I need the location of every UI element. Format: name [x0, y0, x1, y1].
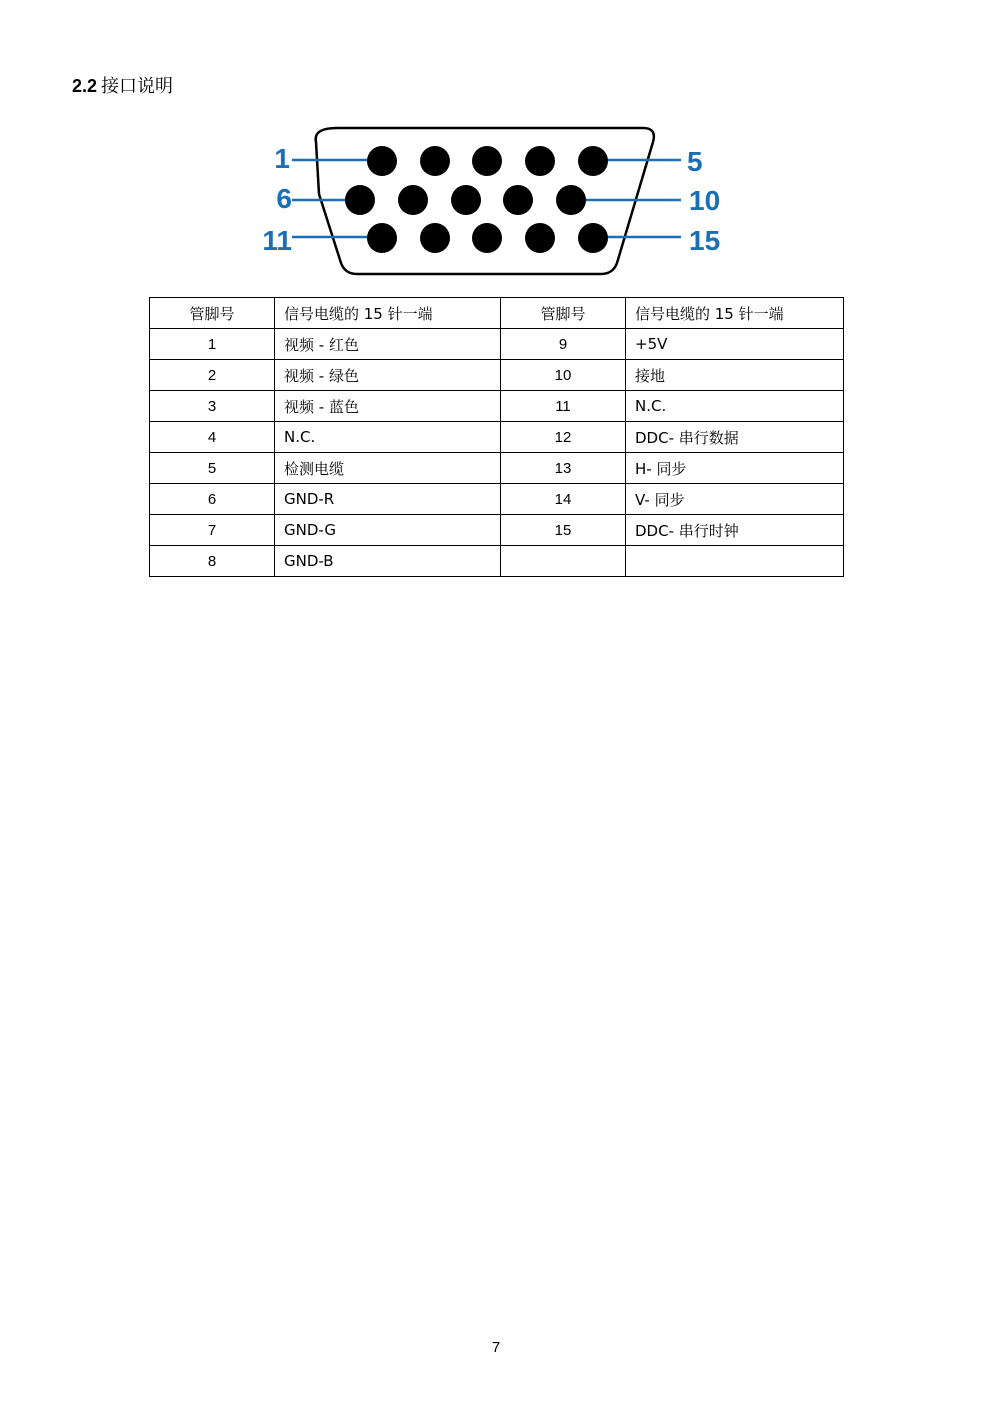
pin-number-cell: 6 — [150, 484, 275, 515]
pin-14 — [525, 223, 555, 253]
signal-cell: H- 同步 — [626, 453, 844, 484]
pin-12 — [420, 223, 450, 253]
page-number: 7 — [491, 1339, 501, 1356]
pin-number-cell: 2 — [150, 360, 275, 391]
pin-number-cell: 15 — [501, 515, 626, 546]
pin-number-cell: 3 — [150, 391, 275, 422]
pin-7 — [398, 185, 428, 215]
label-pin-15: 15 — [689, 225, 721, 256]
pin-10 — [556, 185, 586, 215]
signal-cell: 接地 — [626, 360, 844, 391]
vga-connector-diagram — [255, 118, 745, 280]
pin-number-cell: 14 — [501, 484, 626, 515]
table-row — [150, 453, 844, 484]
header-signal: 信号电缆的 15 针一端 — [626, 298, 844, 329]
signal-cell: 检测电缆 — [275, 453, 501, 484]
table-row — [150, 329, 844, 360]
pin-row-middle — [345, 185, 586, 215]
signal-cell: 视频 - 蓝色 — [275, 391, 501, 422]
section-number: 2.2 — [72, 76, 98, 96]
label-pin-10: 10 — [689, 185, 721, 216]
signal-cell — [626, 546, 844, 577]
table-header-row — [150, 298, 844, 329]
table-row — [150, 360, 844, 391]
pin-2 — [420, 146, 450, 176]
table-row — [150, 515, 844, 546]
pin-number-cell — [501, 546, 626, 577]
pin-row-top — [367, 146, 608, 176]
signal-cell: GND-B — [275, 546, 501, 577]
pin-5 — [578, 146, 608, 176]
section-heading — [72, 74, 173, 99]
signal-cell: DDC- 串行数据 — [626, 422, 844, 453]
pin-number-cell: 1 — [150, 329, 275, 360]
pin-3 — [472, 146, 502, 176]
signal-cell: GND-G — [275, 515, 501, 546]
pin-row-bottom — [367, 223, 608, 253]
pin-1 — [367, 146, 397, 176]
label-pin-11: 11 — [262, 225, 292, 256]
pin-6 — [345, 185, 375, 215]
table-row — [150, 546, 844, 577]
pin-13 — [472, 223, 502, 253]
pin-number-cell: 9 — [501, 329, 626, 360]
pin-number-cell: 5 — [150, 453, 275, 484]
label-pin-6: 6 — [276, 183, 292, 214]
section-title: 接口说明 — [101, 76, 174, 97]
table-row — [150, 484, 844, 515]
signal-cell: V- 同步 — [626, 484, 844, 515]
pin-11 — [367, 223, 397, 253]
pin-number-cell: 11 — [501, 391, 626, 422]
signal-cell: 视频 - 绿色 — [275, 360, 501, 391]
pin-15 — [578, 223, 608, 253]
header-signal: 信号电缆的 15 针一端 — [275, 298, 501, 329]
table-row — [150, 422, 844, 453]
pin-number-cell: 13 — [501, 453, 626, 484]
signal-cell: +5V — [626, 329, 844, 360]
signal-cell: N.C. — [626, 391, 844, 422]
pin-4 — [525, 146, 555, 176]
signal-cell: GND-R — [275, 484, 501, 515]
pin-number-cell: 12 — [501, 422, 626, 453]
pin-number-cell: 8 — [150, 546, 275, 577]
signal-cell: 视频 - 红色 — [275, 329, 501, 360]
pin-number-cell: 10 — [501, 360, 626, 391]
pin-number-cell: 4 — [150, 422, 275, 453]
label-pin-5: 5 — [687, 146, 703, 177]
pin-8 — [451, 185, 481, 215]
signal-cell: N.C. — [275, 422, 501, 453]
header-pin-number: 管脚号 — [150, 298, 275, 329]
pin-assignment-table — [149, 297, 844, 577]
label-pin-1: 1 — [274, 143, 290, 174]
table-row — [150, 391, 844, 422]
signal-cell: DDC- 串行时钟 — [626, 515, 844, 546]
header-pin-number: 管脚号 — [501, 298, 626, 329]
pin-9 — [503, 185, 533, 215]
pin-number-cell: 7 — [150, 515, 275, 546]
